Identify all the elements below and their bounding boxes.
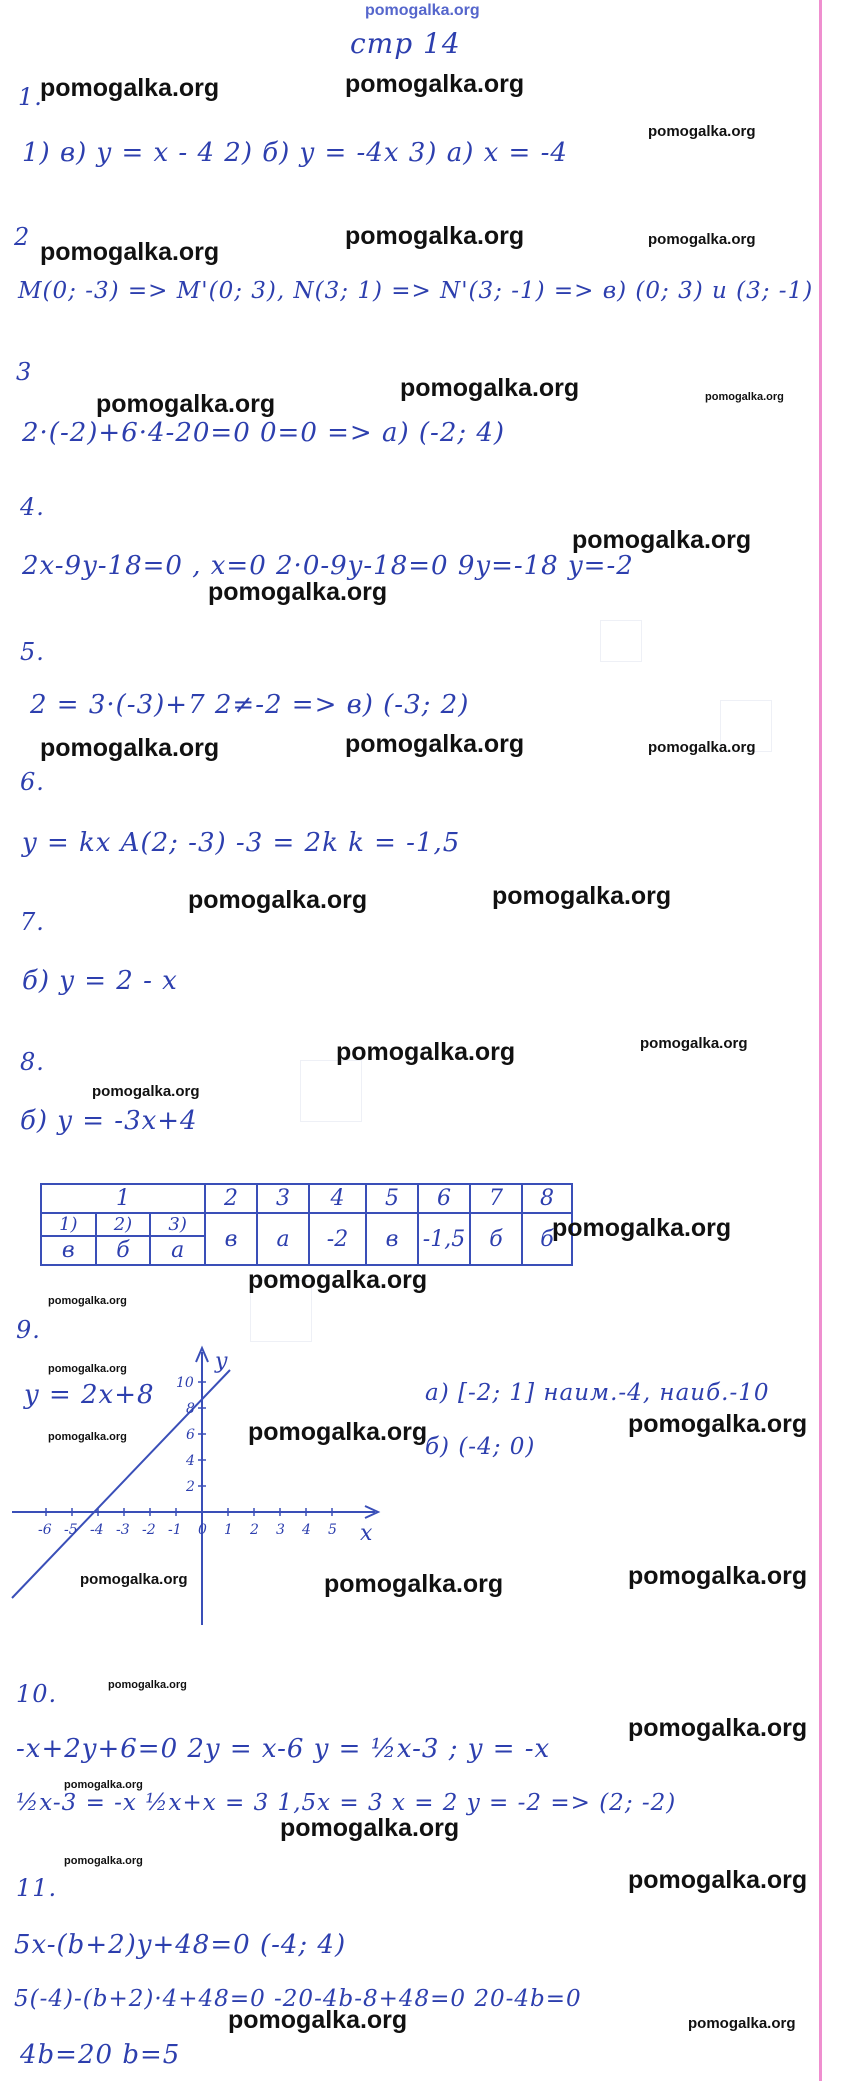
table-header-cell: 8 xyxy=(522,1184,572,1213)
watermark: pomogalka.org xyxy=(572,526,752,554)
x-tick-label: -5 xyxy=(64,1522,78,1538)
x-tick-label: 4 xyxy=(302,1522,311,1538)
watermark: pomogalka.org xyxy=(648,739,756,756)
watermark: pomogalka.org xyxy=(188,886,368,914)
y-tick-label: 2 xyxy=(186,1479,195,1495)
table-subheader-cell: 1) xyxy=(41,1213,96,1236)
task-5-solution: 2 = 3·(-3)+7 2≠-2 => в) (-3; 2) xyxy=(30,690,470,720)
margin-line xyxy=(819,0,822,2081)
x-tick-label: -4 xyxy=(90,1522,104,1538)
watermark: pomogalka.org xyxy=(628,1562,808,1590)
task-number: 3 xyxy=(16,358,33,386)
watermark: pomogalka.org xyxy=(280,1814,460,1842)
task-number: 5. xyxy=(20,638,45,666)
x-tick-label: -3 xyxy=(116,1522,130,1538)
table-answer-cell: а xyxy=(257,1213,309,1265)
table-header-cell: 5 xyxy=(366,1184,418,1213)
x-axis-label: x xyxy=(360,1521,373,1546)
table-header-cell: 3 xyxy=(257,1184,309,1213)
watermark: pomogalka.org xyxy=(64,1779,143,1791)
x-tick-label: 2 xyxy=(250,1522,259,1538)
table-answer-cell: -1,5 xyxy=(418,1213,470,1265)
watermark: pomogalka.org xyxy=(628,1410,808,1438)
x-tick-label: 5 xyxy=(328,1522,337,1538)
background-grid xyxy=(300,1060,362,1122)
watermark: pomogalka.org xyxy=(108,1679,187,1691)
task-6-solution: y = kx A(2; -3) -3 = 2k k = -1,5 xyxy=(22,828,461,858)
task-11-line-2: 5(-4)-(b+2)·4+48=0 -20-4b-8+48=0 20-4b=0 xyxy=(14,1986,582,2012)
task-4-solution: 2x-9y-18=0 , x=0 2·0-9y-18=0 9y=-18 y=-2 xyxy=(22,551,634,581)
table-header-cell: 7 xyxy=(470,1184,522,1213)
task-1-solution: 1) в) y = x - 4 2) б) y = -4x 3) а) x = -4 xyxy=(22,138,568,168)
x-tick-label: -1 xyxy=(168,1522,182,1538)
watermark: pomogalka.org xyxy=(648,231,756,248)
y-axis-label: y xyxy=(215,1349,228,1374)
watermark: pomogalka.org xyxy=(40,734,220,762)
watermark: pomogalka.org xyxy=(248,1418,428,1446)
watermark: pomogalka.org xyxy=(492,882,672,910)
y-tick-label: 10 xyxy=(176,1375,194,1391)
table-answer-cell: б xyxy=(96,1236,151,1265)
watermark: pomogalka.org xyxy=(628,1866,808,1894)
watermark: pomogalka.org xyxy=(48,1295,127,1307)
task-number: 10. xyxy=(16,1680,58,1708)
watermark: pomogalka.org xyxy=(345,222,525,250)
watermark: pomogalka.org xyxy=(48,1431,127,1443)
x-tick-label: 0 xyxy=(198,1522,207,1538)
table-answer-cell: в xyxy=(41,1236,96,1265)
task-10-line-1: -x+2y+6=0 2y = x-6 y = ½x-3 ; y = -x xyxy=(16,1734,551,1764)
watermark: pomogalka.org xyxy=(96,390,276,418)
task-9-answer-b: б) (-4; 0) xyxy=(425,1434,536,1460)
table-answer-cell: -2 xyxy=(309,1213,366,1265)
watermark: pomogalka.org xyxy=(64,1855,143,1867)
watermark: pomogalka.org xyxy=(248,1266,428,1294)
watermark: pomogalka.org xyxy=(48,1363,127,1375)
table-subheader-cell: 2) xyxy=(96,1213,151,1236)
watermark: pomogalka.org xyxy=(345,730,525,758)
y-tick-label: 6 xyxy=(186,1427,195,1443)
x-tick-label: 3 xyxy=(276,1522,285,1538)
task-3-solution: 2·(-2)+6·4-20=0 0=0 => а) (-2; 4) xyxy=(22,418,506,448)
watermark: pomogalka.org xyxy=(688,2015,796,2032)
task-9-answer-a: а) [-2; 1] наим.-4, наиб.-10 xyxy=(425,1380,770,1406)
task-number: 2 xyxy=(14,223,31,251)
x-tick-label: 1 xyxy=(224,1522,233,1538)
watermark: pomogalka.org xyxy=(80,1571,188,1588)
watermark: pomogalka.org xyxy=(40,238,220,266)
table-header-cell: 4 xyxy=(309,1184,366,1213)
table-subheader-cell: 3) xyxy=(150,1213,205,1236)
task-number: 6. xyxy=(20,768,45,796)
x-tick-label: -6 xyxy=(38,1522,52,1538)
watermark: pomogalka.org xyxy=(92,1083,200,1100)
table-answer-cell: в xyxy=(205,1213,257,1265)
task-number: 9. xyxy=(16,1316,41,1344)
task-10-line-2: ½x-3 = -x ½x+x = 3 1,5x = 3 x = 2 y = -2 => (2; -2) xyxy=(16,1790,677,1816)
task-number: 7. xyxy=(20,908,45,936)
watermark: pomogalka.org xyxy=(324,1570,504,1598)
table-header-cell: 1 xyxy=(41,1184,205,1213)
y-tick-label: 8 xyxy=(186,1401,195,1417)
watermark: pomogalka.org xyxy=(628,1714,808,1742)
task-9-equation: y = 2x+8 xyxy=(24,1380,155,1410)
watermark: pomogalka.org xyxy=(336,1038,516,1066)
task-number: 4. xyxy=(20,493,45,521)
table-answer-cell: б xyxy=(522,1213,572,1265)
function-line xyxy=(12,1370,230,1598)
task-2-solution: M(0; -3) => M'(0; 3), N(3; 1) => N'(3; -1) => в) (0; 3) и (3; -1) xyxy=(18,278,814,304)
watermark: pomogalka.org xyxy=(648,123,756,140)
watermark: pomogalka.org xyxy=(640,1035,748,1052)
task-11-line-1: 5x-(b+2)y+48=0 (-4; 4) xyxy=(14,1930,347,1960)
watermark: pomogalka.org xyxy=(208,578,388,606)
watermark: pomogalka.org xyxy=(228,2006,408,2034)
task-8-solution: б) y = -3x+4 xyxy=(20,1106,198,1136)
task-11-line-3: 4b=20 b=5 xyxy=(20,2040,181,2070)
watermark: pomogalka.org xyxy=(705,391,784,403)
watermark: pomogalka.org xyxy=(552,1214,732,1242)
watermark: pomogalka.org xyxy=(345,70,525,98)
task-number: 11. xyxy=(16,1874,58,1902)
table-header-cell: 6 xyxy=(418,1184,470,1213)
task-number: 8. xyxy=(20,1048,45,1076)
table-header-cell: 2 xyxy=(205,1184,257,1213)
site-link[interactable]: pomogalka.org xyxy=(365,2,480,19)
page-label: стр 14 xyxy=(350,27,461,60)
table-answer-cell: в xyxy=(366,1213,418,1265)
watermark: pomogalka.org xyxy=(400,374,580,402)
task-7-solution: б) y = 2 - x xyxy=(22,966,178,996)
x-tick-label: -2 xyxy=(142,1522,156,1538)
table-answer-cell: б xyxy=(470,1213,522,1265)
background-grid xyxy=(600,620,642,662)
table-answer-cell: а xyxy=(150,1236,205,1265)
task-number: 1. xyxy=(18,83,43,111)
watermark: pomogalka.org xyxy=(40,74,220,102)
y-tick-label: 4 xyxy=(186,1453,195,1469)
answer-table xyxy=(40,1183,573,1266)
